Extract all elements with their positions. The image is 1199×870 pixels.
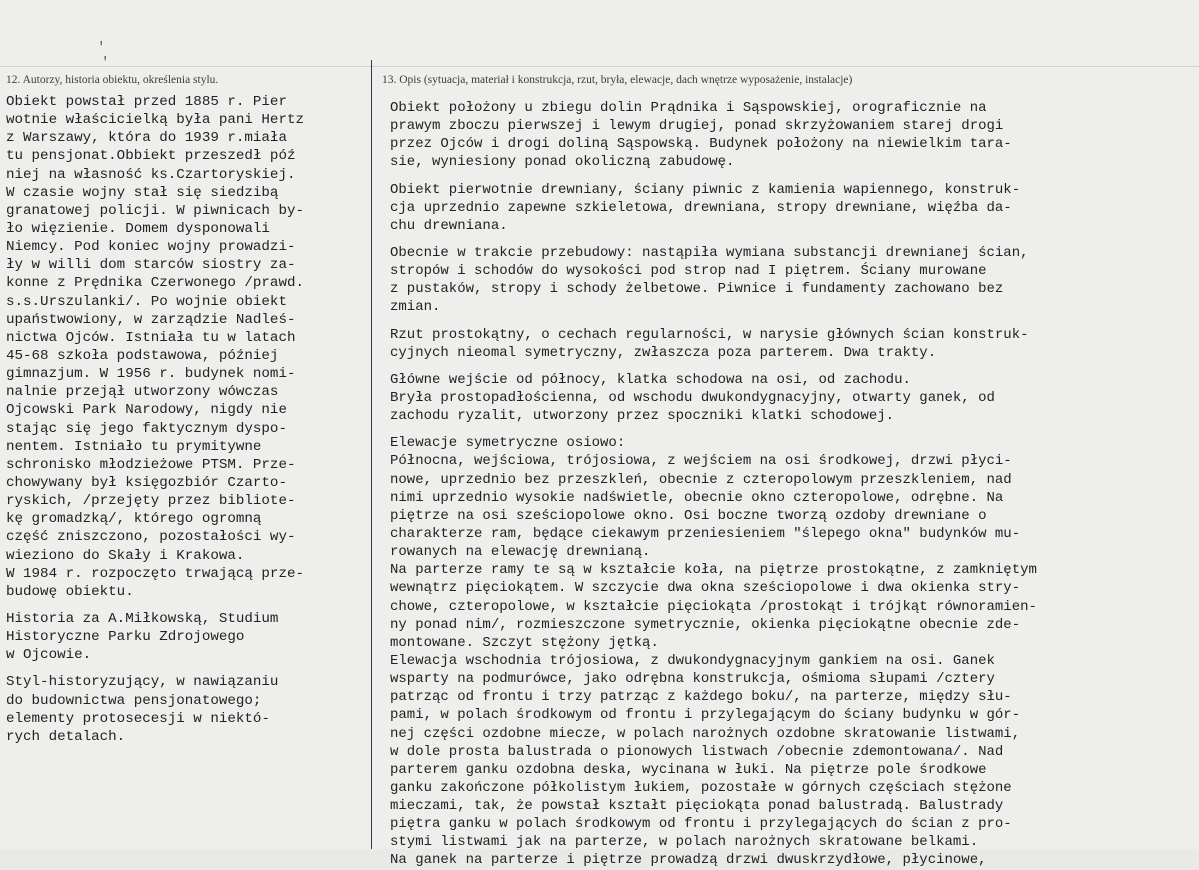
- section-12-heading: 12. Autorzy, historia obiektu, określenia stylu.: [6, 74, 219, 86]
- text-line: stając się jego faktycznym dyspo-: [6, 420, 287, 437]
- text-line: Ojcowski Park Narodowy, nigdy nie: [6, 402, 287, 419]
- description-text-column: [390, 99, 1037, 870]
- text-line: wewnątrz pięciokątem. W szczycie dwa okna sześciopolowe i dwa okienka stry-: [390, 580, 1021, 597]
- text-line: nentem. Istniało tu prymitywne: [6, 438, 262, 455]
- text-line: Rzut prostokątny, o cechach regularności, w narysie głównych ścian konstruk-: [390, 326, 1029, 343]
- text-line: tu pensjonat.Obbiekt przeszedł póź: [6, 148, 296, 165]
- text-line: Główne wejście od północy, klatka schodowa na osi, od zachodu.: [390, 371, 911, 388]
- text-line: zachodu ryzalit, utworzony przez spoczniki klatki schodowej.: [390, 408, 895, 425]
- text-line: niej na własność ks.Czartoryskiej.: [6, 166, 296, 183]
- text-line: stymi listwami jak na parterze, w polach narożnych skratowane belkami.: [390, 834, 979, 851]
- text-line: Historyczne Parku Zdrojowego: [6, 629, 245, 646]
- text-line: do budownictwa pensjonatowego;: [6, 692, 262, 709]
- text-line: kę gromadzką/, którego ogromną: [6, 511, 262, 528]
- paragraph-gap: [390, 172, 1037, 181]
- text-line: ryskich, /przejęty przez bibliote-: [6, 493, 296, 510]
- text-line: mieczami, tak, że powstał kształt pięciokąta ponad balustradą. Balustrady: [390, 798, 1004, 815]
- text-line: Na ganek na parterze i piętrze prowadzą drzwi dwuskrzydłowe, płycinowe,: [390, 852, 987, 869]
- text-line: nalnie przejął utworzony wówczas: [6, 384, 279, 401]
- paragraph-gap: [6, 601, 304, 610]
- header-rule: [0, 66, 1199, 67]
- text-line: piętra ganku w polach środkowym od frontu i przylegających do ścian z pro-: [390, 816, 1012, 833]
- text-line: 45-68 szkoła podstawowa, później: [6, 347, 279, 364]
- text-line: parterem ganku ozdobna deska, wycinana w łuki. Na piętrze pole środkowe: [390, 761, 987, 778]
- text-line: montowane. Szczyt stężony jętką.: [390, 634, 659, 651]
- column-divider: [371, 60, 372, 849]
- text-line: piętrze na osi sześciopolowe okno. Osi boczne tworzą ozdoby drewniane o: [390, 507, 987, 524]
- text-line: nej części ozdobne miecze, w polach narożnych ozdobne skratowanie listwami,: [390, 725, 1021, 742]
- text-line: W czasie wojny stał się siedzibą: [6, 184, 279, 201]
- text-line: zmian.: [390, 299, 441, 316]
- text-line: upaństwowiony, w zarządzie Nadleś-: [6, 311, 296, 328]
- text-line: Obiekt powstał przed 1885 r. Pier: [6, 94, 287, 110]
- text-line: W 1984 r. rozpoczęto trwającą prze-: [6, 565, 304, 582]
- stray-mark: ': [101, 55, 110, 71]
- stray-mark: ': [97, 40, 106, 56]
- text-line: Bryła prostopadłościenna, od wschodu dwukondygnacyjny, otwarty ganek, od: [390, 389, 995, 406]
- text-line: w Ojcowie.: [6, 647, 92, 664]
- section-13-heading: 13. Opis (sytuacja, materiał i konstrukcja, rzut, bryła, elewacje, dach wnętrze wyposażenie, instalacje): [382, 74, 853, 86]
- text-line: ło więzienie. Domem dysponowali: [6, 220, 270, 237]
- text-line: prawym zboczu pierwszej i lewym drugiej, ponad skrzyżowaniem starej drogi: [390, 118, 1004, 135]
- text-line: rych detalach.: [6, 728, 126, 745]
- text-line: wsparty na podmurówce, jako odrębna konstrukcja, ośmioma słupami /cztery: [390, 671, 995, 688]
- text-line: przez Ojców i drogi doliną Sąspowską. Budynek położony na niewielkim tara-: [390, 136, 1012, 153]
- paragraph-gap: [390, 235, 1037, 244]
- history-text-column: [6, 93, 304, 746]
- text-line: gimnazjum. W 1956 r. budynek nomi-: [6, 366, 296, 383]
- text-line: patrząc od frontu i trzy patrząc z każdego boku/, na parterze, między słu-: [390, 689, 1012, 706]
- text-line: nictwa Ojców. Istniała tu w latach: [6, 329, 296, 346]
- paragraph-gap: [390, 425, 1037, 434]
- text-line: elementy protosecesji w niektó-: [6, 710, 270, 727]
- text-line: budowę obiektu.: [6, 583, 134, 600]
- text-line: granatowej policji. W piwnicach by-: [6, 202, 304, 219]
- text-line: Obiekt pierwotnie drewniany, ściany piwnic z kamienia wapiennego, konstruk-: [390, 181, 1021, 198]
- text-line: charakterze ram, będące ciekawym przeniesieniem "ślepego okna" budynków mu-: [390, 525, 1021, 542]
- text-line: ły w willi dom starców siostry za-: [6, 257, 296, 274]
- text-line: chowe, czteropolowe, w kształcie pięciokąta /prostokąt i trójkąt równoramien-: [390, 598, 1037, 615]
- text-line: nimi uprzednio wysokie nadświetle, obecnie okno czteropolowe, odrębne. Na: [390, 489, 1004, 506]
- text-line: schronisko młodzieżowe PTSM. Prze-: [6, 456, 296, 473]
- text-line: chowywany był księgozbiór Czarto-: [6, 474, 287, 491]
- text-line: ganku zakończone półkolistym łukiem, pozostałe w górnych częściach stężone: [390, 779, 1012, 796]
- text-line: pami, w polach środkowym od frontu i przylegającym do ściany budynku w gór-: [390, 707, 1021, 724]
- text-line: w dole prosta balustrada o pionowych listwach /obecnie zdemontowana/. Nad: [390, 743, 1004, 760]
- text-line: cja uprzednio zapewne szkieletowa, drewniana, stropy drewniane, więźba da-: [390, 199, 1012, 216]
- text-line: Północna, wejściowa, trójosiowa, z wejściem na osi środkowej, drzwi płyci-: [390, 453, 1012, 470]
- text-line: z Warszawy, która do 1939 r.miała: [6, 130, 287, 147]
- text-line: chu drewniana.: [390, 217, 508, 234]
- text-line: Elewacje symetryczne osiowo:: [390, 435, 626, 452]
- text-line: z pustaków, stropy i schody żelbetowe. Piwnice i fundamenty zachowano bez: [390, 281, 1004, 298]
- text-line: stropów i schodów do wysokości pod strop nad I piętrem. Ściany murowane: [390, 263, 987, 280]
- paragraph-gap: [6, 664, 304, 673]
- text-line: sie, wyniesiony ponad okoliczną zabudowę.: [390, 154, 735, 171]
- paragraph-gap: [390, 362, 1037, 371]
- text-line: Elewacja wschodnia trójosiowa, z dwukondygnacyjnym gankiem na osi. Ganek: [390, 652, 995, 669]
- text-line: Historia za A.Miłkowską, Studium: [6, 610, 279, 627]
- text-line: część zniszczono, pozostałości wy-: [6, 529, 296, 546]
- paragraph-gap: [390, 317, 1037, 326]
- text-line: s.s.Urszulanki/. Po wojnie obiekt: [6, 293, 287, 310]
- text-line: Styl-historyzujący, w nawiązaniu: [6, 674, 279, 691]
- text-line: nowe, uprzednio bez przeszkleń, obecnie z czteropolowym przeszkleniem, nad: [390, 471, 1012, 488]
- text-line: wieziono do Skały i Krakowa.: [6, 547, 245, 564]
- text-line: ny ponad nim/, rozmieszczone symetrycznie, okienka pięciokątne obecnie zde-: [390, 616, 1021, 633]
- text-line: Obecnie w trakcie przebudowy: nastąpiła wymiana substancji drewnianej ścian,: [390, 244, 1029, 261]
- text-line: Obiekt położony u zbiegu dolin Prądnika i Sąspowskiej, orograficznie na: [390, 100, 987, 116]
- text-line: Niemcy. Pod koniec wojny prowadzi-: [6, 239, 296, 256]
- text-line: rowanych na elewację drewnianą.: [390, 544, 651, 561]
- text-line: konne z Prędnika Czerwonego /prawd.: [6, 275, 304, 292]
- text-line: cyjnych nieomal symetryczny, zwłaszcza poza parterem. Dwa trakty.: [390, 344, 937, 361]
- text-line: wotnie właścicielką była pani Hertz: [6, 112, 304, 129]
- text-line: Na parterze ramy te są w kształcie koła, na piętrze prostokątne, z zamkniętym: [390, 562, 1037, 579]
